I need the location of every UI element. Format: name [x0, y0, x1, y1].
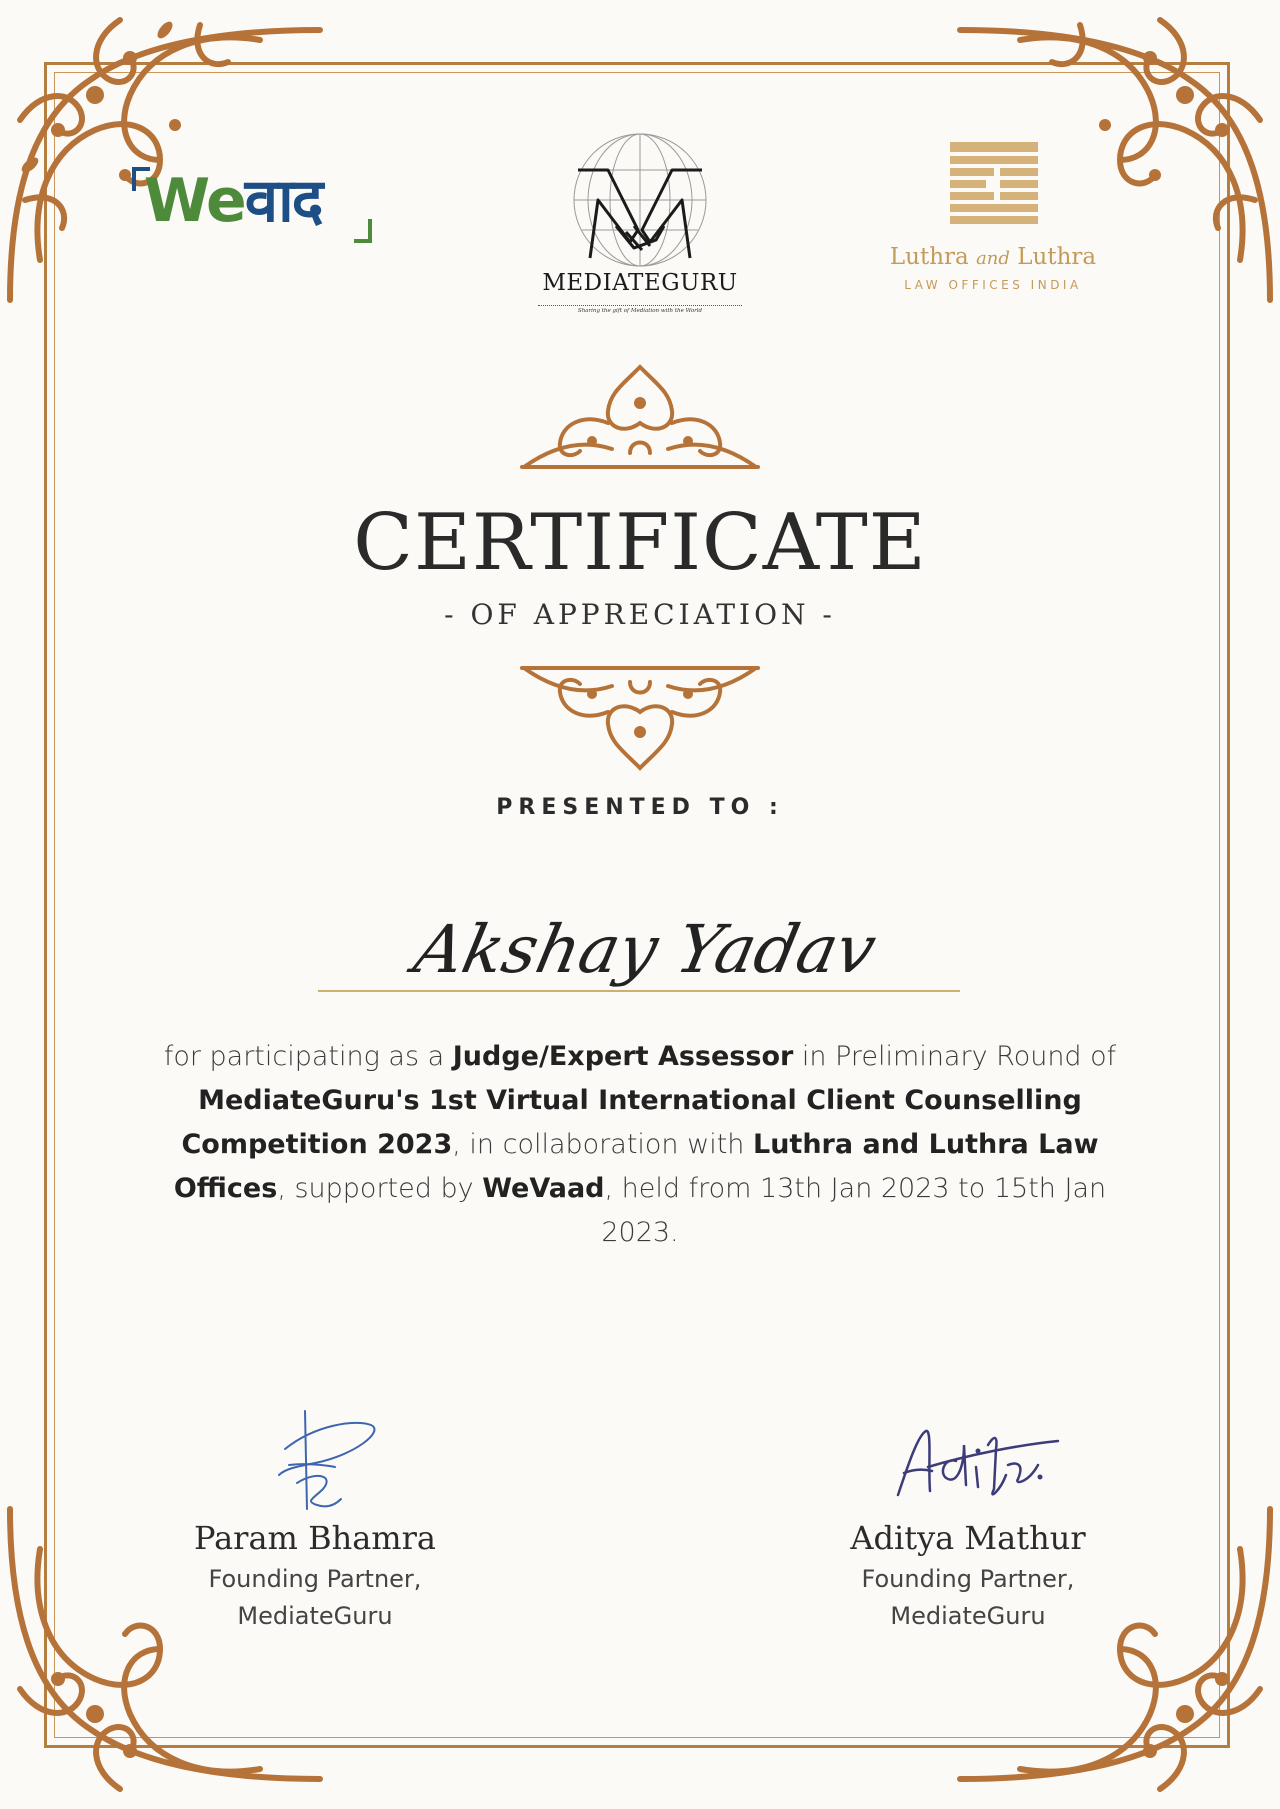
- body-role: Judge/Expert Assessor: [452, 1041, 794, 1072]
- mediateguru-tagline: Sharing the gift of Mediation with the World: [538, 305, 742, 314]
- weaad-latin: We: [144, 166, 245, 236]
- body-collaborator: Luthra and Luthra Law Offices: [173, 1129, 1099, 1204]
- body-text-5: , held from 13th Jan 2023 to 15th Jan 2023.: [601, 1173, 1107, 1248]
- presented-to-label: PRESENTED TO :: [496, 795, 784, 820]
- luthra-subtitle: LAW OFFICES INDIA: [904, 278, 1082, 292]
- certificate-body: [140, 1035, 1140, 1255]
- certificate-title: CERTIFICATE: [353, 498, 927, 588]
- mediateguru-name: MEDIATEGURU: [542, 270, 738, 296]
- body-text-2: in Preliminary Round of: [793, 1041, 1117, 1072]
- body-competition: MediateGuru's 1st Virtual International Client Counselling Competition 2023: [181, 1085, 1082, 1160]
- ornament-top-icon: [512, 363, 768, 473]
- body-text-4: , supported by: [277, 1173, 483, 1204]
- weaad-logo: [132, 163, 372, 245]
- weaad-bracket-right: [354, 219, 372, 243]
- recipient-underline: [318, 990, 960, 992]
- certificate-subtitle: - OF APPRECIATION -: [444, 598, 836, 631]
- signatory-right-role-1: Founding Partner,: [861, 1565, 1075, 1593]
- signatory-left: [125, 1405, 505, 1635]
- mediateguru-logo: [538, 130, 742, 320]
- ornament-bottom-icon: [512, 662, 768, 772]
- signature-param-bhamra-icon: [245, 1405, 385, 1515]
- luthra-name: [868, 244, 1118, 270]
- signatory-left-role-2: MediateGuru: [237, 1602, 393, 1630]
- luthra-emblem-icon: [868, 140, 1118, 230]
- body-text-1: for participating as a: [163, 1041, 453, 1072]
- signature-aditya-mathur-icon: [868, 1405, 1068, 1515]
- signatory-right: [778, 1405, 1158, 1635]
- body-text-3: , in collaboration with: [452, 1129, 753, 1160]
- handshake-globe-icon: [538, 130, 742, 270]
- weaad-logo-text: [144, 165, 322, 237]
- luthra-name-and: and: [976, 248, 1010, 269]
- luthra-name-second: Luthra: [1017, 244, 1097, 270]
- signatory-left-role-1: Founding Partner,: [208, 1565, 422, 1593]
- signatory-right-name: Aditya Mathur: [850, 1519, 1086, 1557]
- luthra-name-first: Luthra: [889, 244, 969, 270]
- recipient-name-text: Akshay Yadav: [407, 910, 883, 988]
- body-supporter: WeVaad: [482, 1173, 605, 1204]
- weaad-devanagari: वाद: [244, 166, 322, 236]
- signatory-left-name: Param Bhamra: [194, 1519, 436, 1557]
- signatory-right-role-2: MediateGuru: [890, 1602, 1046, 1630]
- luthra-logo: [868, 140, 1118, 300]
